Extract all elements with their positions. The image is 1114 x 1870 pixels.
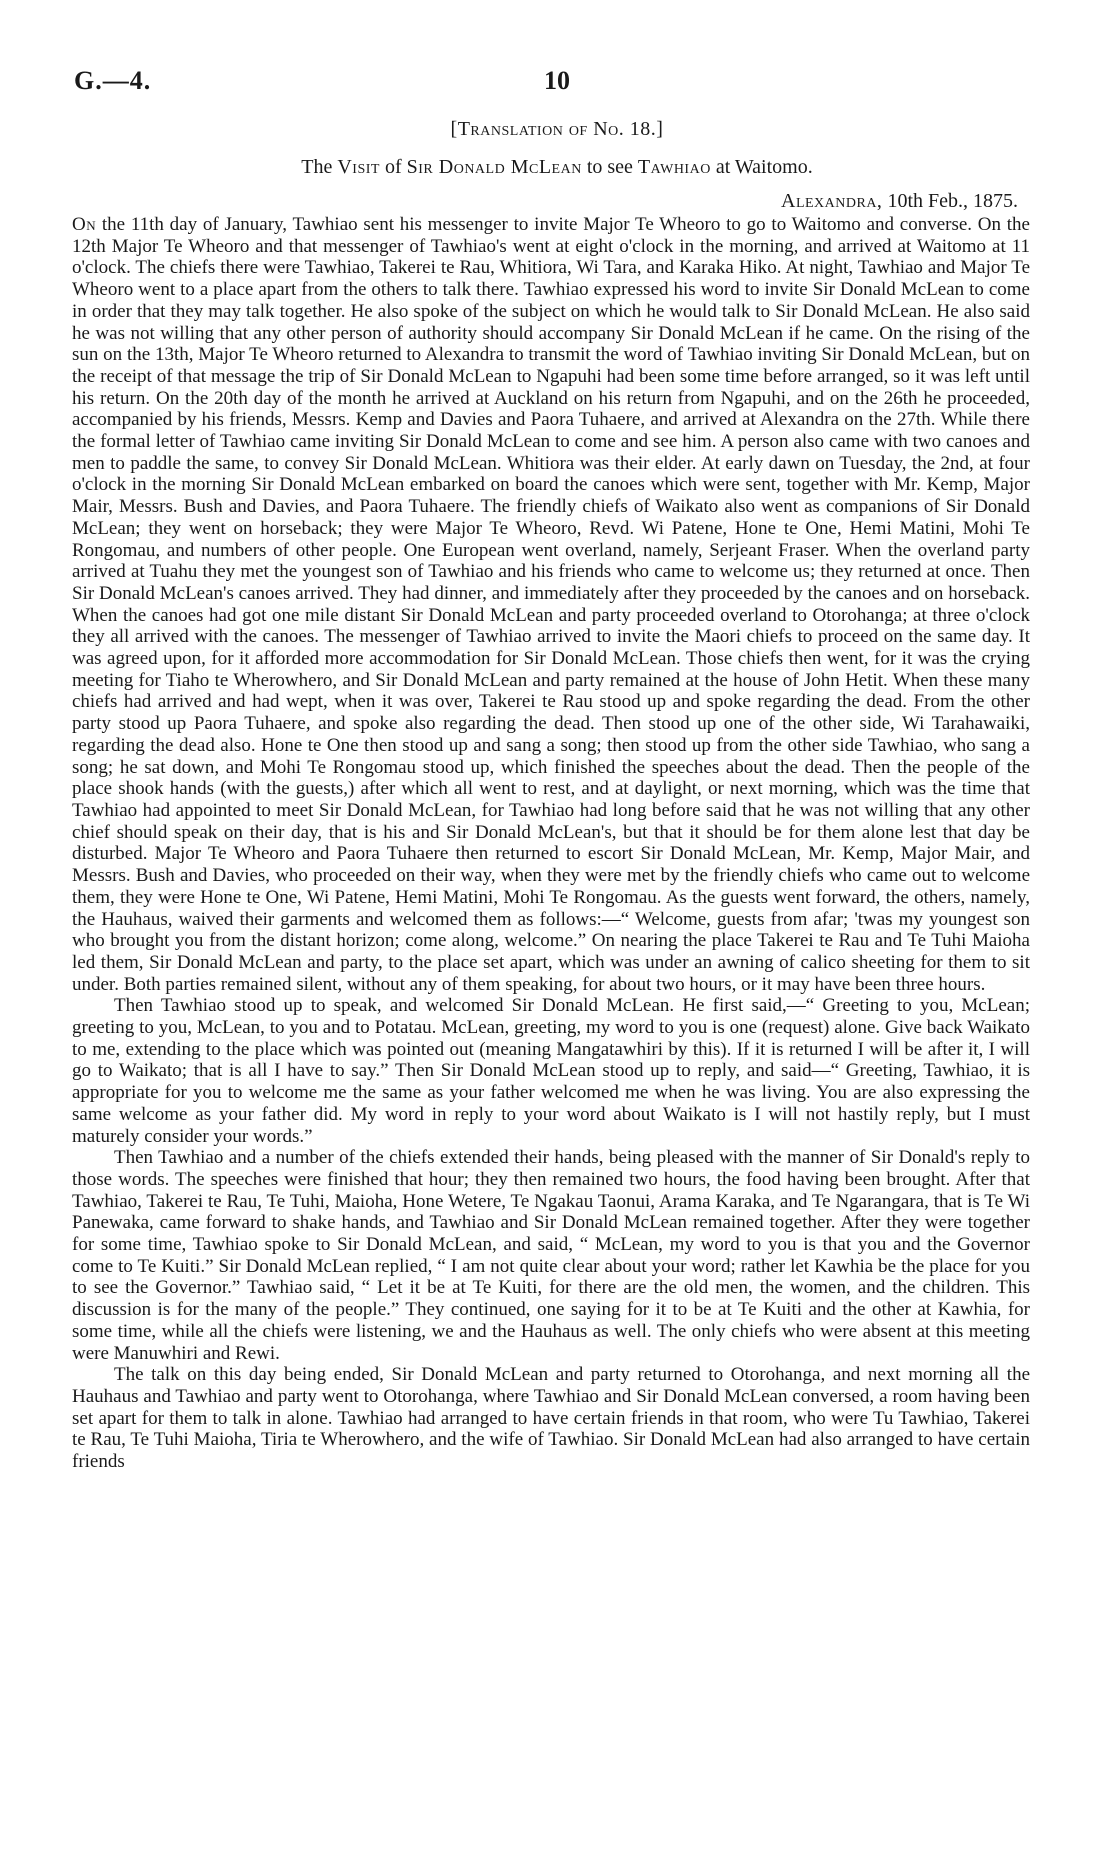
title-name: Tawhiao: [637, 156, 711, 178]
paragraph-first-word: On: [72, 214, 97, 235]
title-name: Sir Donald McLean: [406, 156, 582, 178]
title-text: of: [379, 156, 407, 178]
title-text: The: [301, 156, 338, 178]
paragraph-text: the 11th day of January, Tawhiao sent his messenger to invite Major Te Wheoro to go to Waitomo and converse. On the 12th Major Te Wheoro and that messenger of Tawhiao's went at eight o'clock in the morning, and arrived at Waitomo at 11 o'clock. The chiefs there were Tawhiao, Takerei te Rau, Whitiora, Wi Tara, and Karaka Hiko. At night, Tawhiao and Major Te Wheoro went to a place apart from the others to talk there. Tawhiao expressed his word to invite Sir Donald McLean to come in order that they may talk together. He also spoke of the subject on which he would talk to Sir Donald McLean. He also said he was not willing that any other person of authority should accompany Sir Donald McLean if he came. On the rising of the sun on the 13th, Major Te Wheoro returned to Alexandra to transmit the word of Tawhiao inviting Sir Donald McLean, but on the receipt of that message the trip of Sir Donald McLean to Ngapuhi had been some time before arranged, so it was left until his return. On the 20th day of the month he arrived at Auckland on his return from Ngapuhi, and on the 26th he proceeded, accompanied by his friends, Messrs. Kemp and Davies and Paora Tuhaere, and arrived at Alexandra on the 27th. While there the formal letter of Tawhiao came inviting Sir Donald McLean to come and see him. A person also came with two canoes and men to paddle the same, to convey Sir Donald McLean. Whitiora was their elder. At early dawn on Tuesday, the 2nd, at four o'clock in the morning Sir Donald McLean embarked on board the canoes which were sent, together with Mr. Kemp, Major Mair, Messrs. Bush and Davies, and Paora Tuhaere. The friendly chiefs of Waikato also went as companions of Sir Donald McLean; they went on horseback; they were Major Te Wheoro, Revd. Wi Patene, Hone te One, Hemi Matini, Mohi Te Rongomau, and numbers of other people. One European went overland, namely, Serjeant Fraser. When the overland party arrived at Tuahu they met the youngest son of Tawhiao and his friends who came to welcome us; they returned at once. Then Sir Donald McLean's canoes arrived. They had dinner, and immediately after they proceeded by the canoes and on horseback. When the canoes had got one mile distant Sir Donald McLean and party proceeded overland to Otorohanga; at three o'clock they all arrived with the canoes. The messenger of Tawhiao arrived to invite the Maori chiefs to proceed on the same day. It was agreed upon, for it afforded more accommodation for Sir Donald McLean. Those chiefs then went, for it was the crying meeting for Tiaho te Wherowhero, and Sir Donald McLean and party remained at the house of John Hetit. When these many chiefs had arrived and had wept, when it was over, Takerei te Rau stood up and spoke regarding the dead. From the other party stood up Paora Tuhaere, and spoke also regarding the dead. Then stood up one of the other side, Wi Tarahawaiki, regarding the dead also. Hone te One then stood up and sang a song; then stood up from the other side Tawhiao, who sang a song; he sat down, and Mohi Te Rongomau stood up, which finished the speeches about the dead. Then the people of the place shook hands (with the guests,) after which all went to rest, and at daylight, or next morning, which was the time that Tawhiao had appointed to meet Sir Donald McLean, for Tawhiao had long before said that he was not willing that any other chief should speak on their day, that is his and Sir Donald McLean's, but that it should be for them alone lest that day be disturbed. Major Te Wheoro and Paora Tuhaere then returned to escort Sir Donald McLean, Mr. Kemp, Major Mair, and Messrs. Bush and Davies, who proceeded on their way, when they were met by the friendly chiefs who came out to welcome them, they were Hone te One, Wi Patene, Hemi Matini, Mohi Te Rongomau. As the guests went forward, the others, namely, the Hauhaus, waived their garments and welcomed them as follows:—“ Welcome, guests from afar; 'twas my youngest son who brought you from the distant horizon; come along, welcome.” On nearing the place Takerei te Rau and Te Tuhi Maioha led them, Sir Donald McLean and party, to the place set apart, which was under an awning of calico sheeting for them to sit under. Both parties remained silent, without any of them speaking, for about two hours, or it may have been three hours.: [72, 214, 1030, 995]
article-body: [72, 214, 1030, 1473]
dateline: [781, 190, 1018, 213]
paragraph: The talk on this day being ended, Sir Donald McLean and party returned to Otorohanga, and next morning all the Hauhaus and Tawhiao and party went to Otorohanga, where Tawhiao and Sir Donald McLean conversed, a room having been set apart for them to talk in alone. Tawhiao had arranged to have certain friends in that room, who were Tu Tawhiao, Takerei te Rau, Te Tuhi Maioha, Tiria te Wherowhero, and the wife of Tawhiao. Sir Donald McLean had also arranged to have certain friends: [72, 1364, 1030, 1473]
document-reference: G.—4.: [74, 66, 152, 95]
translation-label: [Translation of No. 18.]: [450, 118, 664, 140]
title-text: Visit: [337, 156, 380, 178]
dateline-date: 10th Feb., 1875.: [882, 190, 1018, 212]
page-number: 10: [544, 66, 570, 95]
paragraph: Then Tawhiao and a number of the chiefs extended their hands, being pleased with the manner of Sir Donald's reply to those words. The speeches were finished that hour; they then remained two hours, the food having been brought. After that Tawhiao, Takerei te Rau, Te Tuhi, Maioha, Hone Wetere, Te Ngakau Taonui, Arama Karaka, and Te Ngarangara, that is Te Wi Panewaka, came forward to shake hands, and Tawhiao and Sir Donald McLean remained together. After they were together for some time, Tawhiao spoke to Sir Donald McLean, and said, “ McLean, my word to you is that you and the Governor come to Te Kuiti.” Sir Donald McLean replied, “ I am not quite clear about your word; rather let Kawhia be the place for you to see the Governor.” Tawhiao said, “ Let it be at Te Kuiti, for there are the old men, the women, and the children. This discussion is for the many of the people.” They continued, one saying for it to be at Te Kuiti and the other at Kawhia, for some time, while all the chiefs were listening, we and the Hauhaus as well. The only chiefs who were absent at this meeting were Manuwhiri and Rewi.: [72, 1147, 1030, 1364]
article-title: [0, 156, 1114, 179]
paragraph: [72, 214, 1030, 995]
dateline-place: Alexandra,: [781, 190, 883, 212]
title-text: to see: [581, 156, 638, 178]
paragraph: Then Tawhiao stood up to speak, and welcomed Sir Donald McLean. He first said,—“ Greeting to you, McLean; greeting to you, McLean, to you and to Potatau. McLean, greeting, my word to you is one (request) alone. Give back Waikato to me, extending to the place which was pointed out (meaning Mangatawhiri by this). If it is returned I will be after it, I will go to Waikato; that is all I have to say.” Then Sir Donald McLean stood up to reply, and said—“ Greeting, Tawhiao, it is appropriate for you to welcome me the same as your father welcomed me when he was living. You are also expressing the same welcome as your father did. My word in reply to your word about Waikato is I will not hastily reply, but I must maturely consider your words.”: [72, 995, 1030, 1147]
title-text: at Waitomo.: [710, 156, 813, 178]
